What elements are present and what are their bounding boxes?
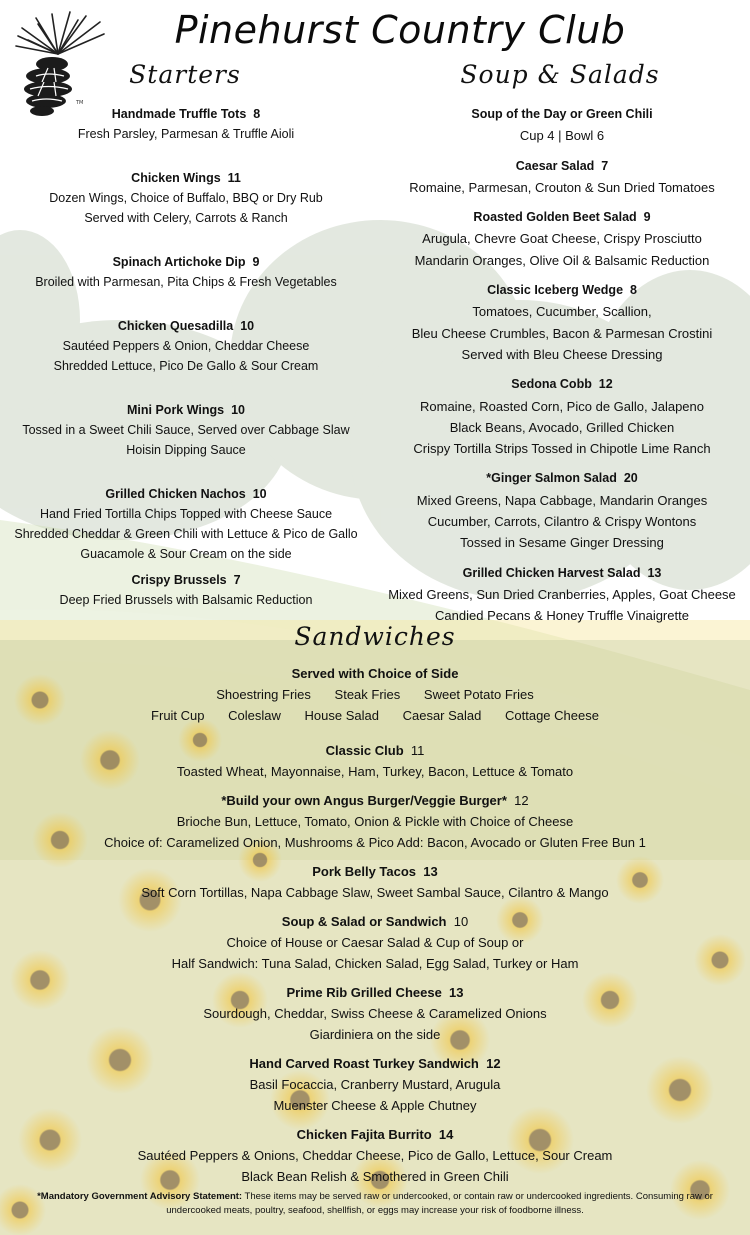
menu-item: Prime Rib Grilled Cheese 13 Sourdough, Cheddar, Swiss Cheese & Caramelized Onions Giardiniera on the side bbox=[203, 985, 547, 1042]
menu-item: Soup & Salad or Sandwich 10 Choice of House or Caesar Salad & Cup of Soup or Half Sandwich: Tuna Salad, Chicken Salad, Egg Salad, Turkey or Ham bbox=[171, 914, 579, 971]
sandwiches-heading: Sandwiches bbox=[294, 622, 456, 651]
menu-item: Sedona Cobb 12 Romaine, Roasted Corn, Pico de Gallo, Jalapeno Black Beans, Avocado, Grilled Chicken Crispy Tortilla Strips Tossed in Chipotle Lime Ranch bbox=[413, 377, 711, 457]
menu-item: Spinach Artichoke Dip 9 Broiled with Parmesan, Pita Chips & Fresh Vegetables bbox=[35, 255, 337, 289]
soups-heading: Soup & Salads bbox=[460, 60, 660, 89]
menu-item: Hand Carved Roast Turkey Sandwich 12 Basil Focaccia, Cranberry Mustard, Arugula Muenster Cheese & Apple Chutney bbox=[249, 1056, 501, 1113]
sandwiches-list bbox=[0, 663, 750, 1195]
menu-item: *Ginger Salmon Salad 20 Mixed Greens, Napa Cabbage, Mandarin Oranges Cucumber, Carrots, Cilantro & Crispy Wontons Tossed in Sesame Ginger Dressing bbox=[416, 471, 708, 551]
menu-item: Pork Belly Tacos 13 Soft Corn Tortillas, Napa Cabbage Slaw, Sweet Sambal Sauce, Cilantro & Mango bbox=[141, 864, 609, 900]
menu-item: Grilled Chicken Nachos 10 Hand Fried Tortilla Chips Topped with Cheese Sauce Shredded Cheddar & Green Chili with Lettuce & Pico de Gallo Guacamole & Sour Cream on the side bbox=[14, 487, 358, 561]
menu-item: Grilled Chicken Harvest Salad 13 Mixed Greens, Sun Dried Cranberries, Apples, Goat Cheese Candied Pecans & Honey Truffle Vinaigrette bbox=[388, 565, 736, 624]
menu-item: Mini Pork Wings 10 Tossed in a Sweet Chili Sauce, Served over Cabbage Slaw Hoisin Dipping Sauce bbox=[22, 403, 350, 457]
starters-list bbox=[0, 104, 372, 610]
soups-list bbox=[378, 104, 746, 627]
menu-item: Caesar Salad 7 Romaine, Parmesan, Crouton & Sun Dried Tomatoes bbox=[409, 158, 715, 195]
sides-block: Served with Choice of Side Shoestring Fries Steak Fries Sweet Potato Fries Fruit Cup Coleslaw House Salad Caesar Salad Cottage Cheese bbox=[151, 666, 599, 723]
advisory-statement: *Mandatory Government Advisory Statement: These items may be served raw or undercooked, or contain raw or undercooked ingredients. Consuming raw or undercooked meats, poultry, seafood, shellfish, or eggs may increase your risk of foodborne illness. bbox=[37, 1191, 713, 1216]
menu-item: Chicken Quesadilla 10 Sautéed Peppers & Onion, Cheddar Cheese Shredded Lettuce, Pico De Gallo & Sour Cream bbox=[53, 319, 319, 373]
starters-heading: Starters bbox=[129, 60, 241, 89]
menu-item: *Build your own Angus Burger/Veggie Burger* 12 Brioche Bun, Lettuce, Tomato, Onion & Pickle with Choice of Cheese Choice of: Caramelized Onion, Mushrooms & Pico Add: Bacon, Avocado or Gluten Free Bun 1 bbox=[104, 793, 646, 850]
trademark-mark: TM bbox=[76, 100, 84, 106]
menu-item: Chicken Fajita Burrito 14 Sautéed Peppers & Onions, Cheddar Cheese, Pico de Gallo, Lettuce, Sour Cream Black Bean Relish & Smothered in Green Chili bbox=[137, 1127, 613, 1184]
menu-item: Handmade Truffle Tots 8 Fresh Parsley, Parmesan & Truffle Aioli bbox=[77, 107, 295, 141]
menu-item: Soup of the Day or Green Chili Cup 4 | Bowl 6 bbox=[471, 107, 653, 144]
menu-item: Roasted Golden Beet Salad 9 Arugula, Chevre Goat Cheese, Crispy Prosciutto Mandarin Oranges, Olive Oil & Balsamic Reduction bbox=[414, 210, 710, 268]
menu-item: Classic Club 11 Toasted Wheat, Mayonnaise, Ham, Turkey, Bacon, Lettuce & Tomato bbox=[176, 743, 574, 779]
page-title: Pinehurst Country Club bbox=[174, 8, 626, 52]
menu-item: Crispy Brussels 7 Deep Fried Brussels with Balsamic Reduction bbox=[59, 573, 313, 607]
menu-item: Classic Iceberg Wedge 8 Tomatoes, Cucumber, Scallion, Bleu Cheese Crumbles, Bacon & Parmesan Crostini Served with Bleu Cheese Dressing bbox=[411, 283, 713, 362]
menu-item: Chicken Wings 11 Dozen Wings, Choice of Buffalo, BBQ or Dry Rub Served with Celery, Carrots & Ranch bbox=[49, 171, 323, 225]
